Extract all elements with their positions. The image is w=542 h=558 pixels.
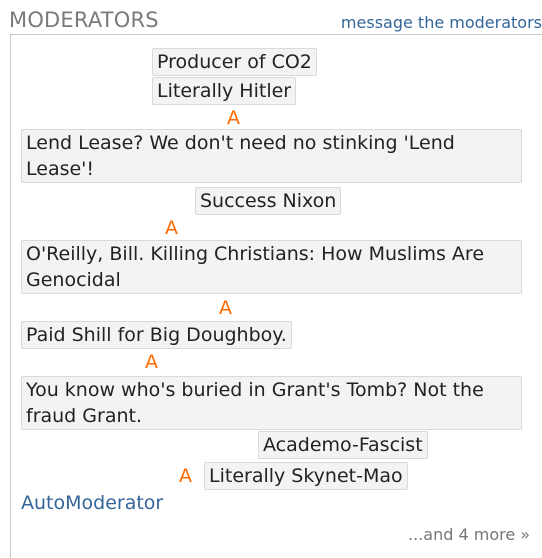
flair-literally-skynet-mao: Literally Skynet-Mao [204, 462, 408, 490]
admin-marker: A [165, 217, 178, 239]
flair-oreilly-bill: O'Reilly, Bill. Killing Christians: How Muslims Are Genocidal [21, 240, 522, 294]
moderators-header [9, 8, 542, 34]
more-moderators-link[interactable] [408, 525, 530, 544]
flair-literally-hitler: Literally Hitler [152, 77, 296, 105]
flair-producer-of-co2: Producer of CO2 [152, 48, 317, 76]
flair-success-nixon: Success Nixon [195, 187, 341, 215]
flair-grants-tomb: You know who's buried in Grant's Tomb? Not the fraud Grant. [21, 376, 522, 430]
message-moderators-link[interactable]: message the moderators [340, 13, 542, 32]
more-moderators-label: ...and 4 more [408, 525, 516, 544]
admin-marker: A [179, 465, 192, 487]
admin-marker: A [145, 351, 158, 373]
moderators-title: MODERATORS [9, 8, 159, 32]
flair-lend-lease: Lend Lease? We don't need no stinking 'Lend Lease'! [21, 129, 522, 183]
flair-academo-fascist: Academo-Fascist [258, 431, 428, 459]
flair-paid-shill: Paid Shill for Big Doughboy. [21, 321, 292, 349]
moderator-link-automoderator[interactable]: AutoModerator [21, 492, 164, 514]
admin-marker: A [219, 297, 232, 319]
double-chevron-right-icon: » [520, 525, 530, 544]
admin-marker: A [227, 107, 240, 129]
